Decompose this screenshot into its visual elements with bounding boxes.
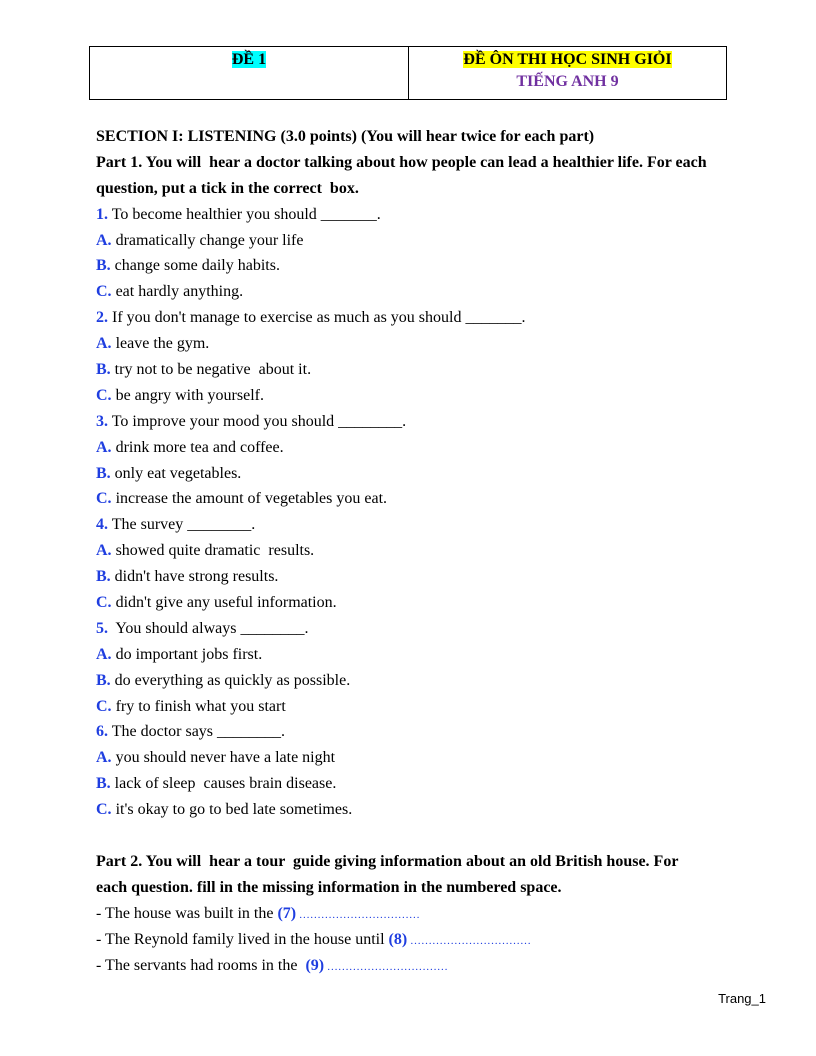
option-letter: C. <box>96 697 112 715</box>
answer-option <box>96 486 776 512</box>
question-stem <box>96 719 776 745</box>
option-text: try not to be negative about it. <box>110 361 312 379</box>
answer-blank[interactable]: …………………………… <box>407 934 531 947</box>
header-left-cell <box>90 47 409 99</box>
option-text: showed quite dramatic results. <box>111 542 315 560</box>
answer-blank[interactable]: …………………………… <box>324 960 448 973</box>
answer-option <box>96 590 776 616</box>
answer-option <box>96 771 776 797</box>
question-number: 2. <box>96 309 108 327</box>
question-text: To improve your mood you should ________. <box>108 412 407 430</box>
option-letter: B. <box>96 361 111 379</box>
question-text: The survey ________. <box>108 516 256 534</box>
answer-option <box>96 357 776 383</box>
option-letter: C. <box>96 801 112 819</box>
option-letter: B. <box>96 671 111 689</box>
option-text: dramatically change your life <box>111 231 304 249</box>
option-letter: A. <box>96 335 112 353</box>
blank-number: (7) <box>277 904 297 922</box>
option-letter: B. <box>96 464 111 482</box>
option-letter: C. <box>96 386 112 404</box>
part2-instructions-line2: each question. fill in the missing information in the numbered space. <box>96 878 562 896</box>
option-text: change some daily habits. <box>110 257 280 275</box>
exam-number: ĐỀ 1 <box>231 51 267 68</box>
option-letter: A. <box>96 645 112 663</box>
option-text: do important jobs first. <box>111 645 263 663</box>
option-text: increase the amount of vegetables you eat. <box>111 490 388 508</box>
option-letter: C. <box>96 594 112 612</box>
answer-option <box>96 668 776 694</box>
option-letter: A. <box>96 438 112 456</box>
fill-in-text: - The house was built in the <box>96 904 278 922</box>
option-letter: B. <box>96 568 111 586</box>
option-text: you should never have a late night <box>111 749 336 767</box>
question-stem <box>96 305 776 331</box>
exam-subject: TIẾNG ANH 9 <box>516 73 619 90</box>
option-letter: C. <box>96 283 112 301</box>
question-stem <box>96 616 776 642</box>
answer-option <box>96 538 776 564</box>
answer-option <box>96 383 776 409</box>
spacer <box>96 823 776 849</box>
blank-number: (8) <box>388 930 408 948</box>
fill-in-item <box>96 927 776 953</box>
header-right-cell <box>409 47 726 99</box>
question-stem <box>96 512 776 538</box>
answer-option <box>96 564 776 590</box>
question-text: To become healthier you should _______. <box>108 205 381 223</box>
section-title: SECTION I: LISTENING (3.0 points) (You will hear twice for each part) <box>96 128 595 145</box>
option-text: didn't have strong results. <box>110 568 279 586</box>
answer-option <box>96 435 776 461</box>
question-number: 3. <box>96 412 108 430</box>
answer-option <box>96 461 776 487</box>
question-text: The doctor says ________. <box>108 723 286 741</box>
option-text: leave the gym. <box>111 335 210 353</box>
question-number: 1. <box>96 205 108 223</box>
option-letter: A. <box>96 542 112 560</box>
fill-in-text: - The servants had rooms in the <box>96 956 306 974</box>
exam-title: ĐỀ ÔN THI HỌC SINH GIỎI <box>463 51 672 68</box>
answer-blank[interactable]: …………………………… <box>296 908 420 921</box>
option-text: do everything as quickly as possible. <box>110 671 351 689</box>
option-letter: A. <box>96 749 112 767</box>
part1-instructions-line2: question, put a tick in the correct box. <box>96 179 359 197</box>
answer-option <box>96 228 776 254</box>
option-letter: C. <box>96 490 112 508</box>
blank-number: (9) <box>305 956 325 974</box>
answer-option <box>96 253 776 279</box>
fill-in-list <box>96 901 776 979</box>
answer-option <box>96 797 776 823</box>
question-text: You should always ________. <box>108 619 309 637</box>
page-number: Trang_1 <box>718 991 766 1006</box>
fill-in-item <box>96 953 776 979</box>
part1-instructions-line1: Part 1. You will hear a doctor talking about how people can lead a healthier life. For each <box>96 153 707 171</box>
header-table <box>89 46 727 100</box>
option-text: be angry with yourself. <box>111 386 264 404</box>
answer-option <box>96 331 776 357</box>
option-text: fry to finish what you start <box>111 697 286 715</box>
option-text: eat hardly anything. <box>111 283 244 301</box>
option-text: only eat vegetables. <box>110 464 242 482</box>
question-text: If you don't manage to exercise as much as you should _______. <box>108 309 526 327</box>
answer-option <box>96 279 776 305</box>
option-text: drink more tea and coffee. <box>111 438 284 456</box>
fill-in-item <box>96 901 776 927</box>
question-stem <box>96 409 776 435</box>
option-text: lack of sleep causes brain disease. <box>110 775 337 793</box>
part2-instructions-line1: Part 2. You will hear a tour guide giving information about an old British house. For <box>96 852 679 870</box>
question-stem <box>96 202 776 228</box>
option-letter: B. <box>96 775 111 793</box>
question-number: 5. <box>96 619 108 637</box>
document-body <box>96 124 776 978</box>
option-text: it's okay to go to bed late sometimes. <box>111 801 353 819</box>
option-letter: B. <box>96 257 111 275</box>
question-number: 4. <box>96 516 108 534</box>
option-text: didn't give any useful information. <box>111 594 337 612</box>
question-list <box>96 202 776 823</box>
fill-in-text: - The Reynold family lived in the house until <box>96 930 389 948</box>
question-number: 6. <box>96 723 108 741</box>
option-letter: A. <box>96 231 112 249</box>
answer-option <box>96 642 776 668</box>
answer-option <box>96 694 776 720</box>
answer-option <box>96 745 776 771</box>
